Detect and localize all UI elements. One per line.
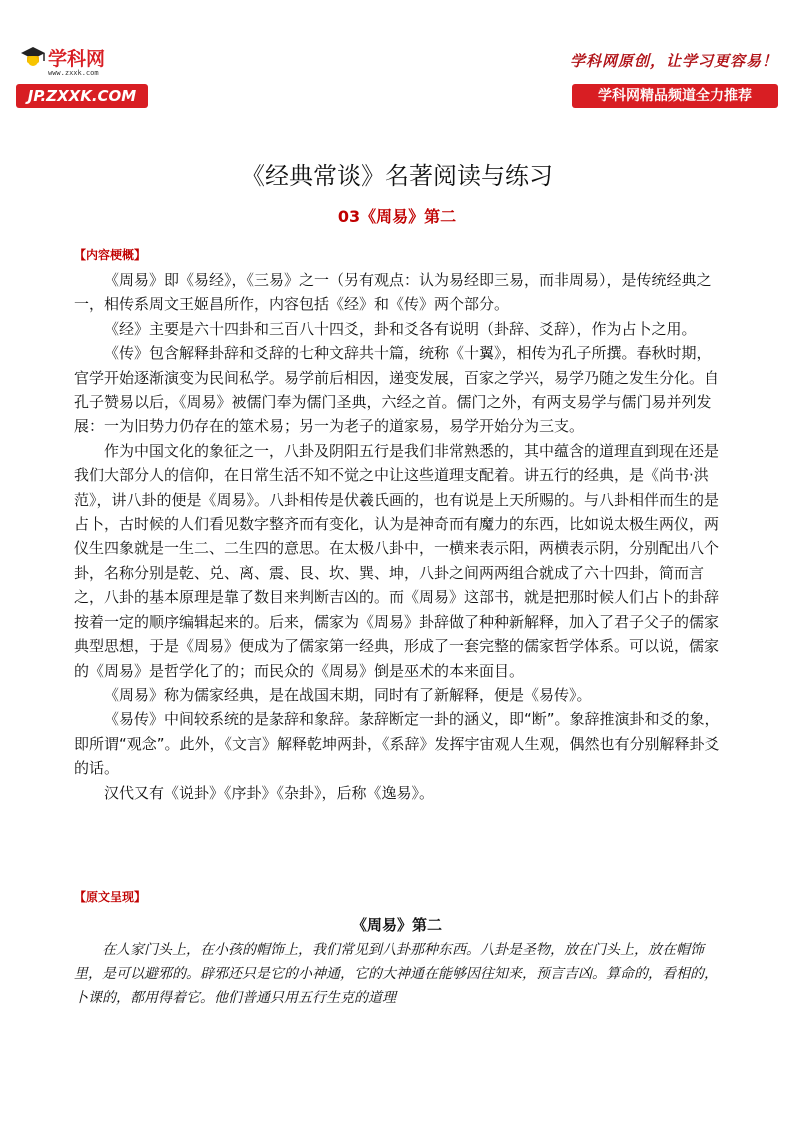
slogan: 学科网原创，让学习更容易！ xyxy=(569,52,778,70)
summary-content xyxy=(74,268,722,805)
paragraph: 《传》包含解释卦辞和爻辞的七种文辞共十篇，统称《十翼》，相传为孔子所撰。春秋时期，官学开始逐渐演变为民间私学。易学前后相因，递变发展，百家之学兴，易学乃随之发生分化。自孔子赞易以后，《周易》被儒门奉为儒门圣典，六经之首。儒门之外，有两支易学与儒门易并列发展：一为旧势力仍存在的筮术易；另一为老子的道家易，易学开始分为三支。 xyxy=(74,344,720,436)
paragraph: 《易传》中间较系统的是彖辞和象辞。彖辞断定一卦的涵义，即“断”。象辞推演卦和爻的象，即所谓“观念”。此外，《文言》解释乾坤两卦，《系辞》发挥宇宙观人生观，偶然也有分别解释卦爻的话。 xyxy=(74,710,720,778)
section-label-original: 【原文呈现】 xyxy=(74,890,147,904)
site-logo[interactable] xyxy=(16,44,148,112)
paragraph: 作为中国文化的象征之一，八卦及阴阳五行是我们非常熟悉的，其中蕴含的道理直到现在还是我们大部分人的信仰，在日常生活不知不觉之中让这些道理支配着。讲五行的经典，是《尚书·洪范》，讲八卦的便是《周易》。八卦相传是伏羲氏画的，也有说是上天所赐的。与八卦相伴而生的是占卜，古时候的人们看见数字整齐而有变化，认为是神奇而有魔力的东西，比如说太极生两仪，两仪生四象就是一生二、二生四的意思。在太极八卦中，一横来表示阳，两横表示阴，分别配出八个卦，名称分别是乾、兑、离、震、艮、坎、巽、坤，八卦之间两两组合就成了六十四卦，简而言之，八卦的基本原理是靠了数目来判断吉凶的。而《周易》这部书，就是把那时候人们占卜的卦辞按着一定的顺序编辑起来的。后来，儒家为《周易》卦辞做了种种新解释，加入了君子父子的儒家典型思想，于是《周易》便成为了儒家第一经典，形成了一套完整的儒家哲学体系。可以说，儒家的《周易》是哲学化了的；而民众的《周易》倒是巫术的本来面目。 xyxy=(74,441,720,680)
page-title: 《经典常谈》名著阅读与练习 xyxy=(241,162,553,190)
paragraph: 在人家门头上，在小孩的帽饰上，我们常见到八卦那种东西。八卦是圣物，放在门头上，放在帽饰里，是可以避邪的。辟邪还只是它的小神通，它的大神通在能够因往知来，预言吉凶。算命的，看相的，卜课的，都用得着它。他们普通只用五行生克的道理 xyxy=(74,942,718,1006)
page-subtitle: 03《周易》第二 xyxy=(337,207,457,226)
original-text xyxy=(74,938,722,1010)
original-title: 《周易》第二 xyxy=(351,916,442,934)
paragraph: 《周易》即《易经》，《三易》之一（另有观点：认为易经即三易，而非周易），是传统经典之一，相传系周文王姬昌所作，内容包括《经》和《传》两个部分。 xyxy=(74,271,712,314)
paragraph: 《周易》称为儒家经典，是在战国末期，同时有了新解释，便是《易传》。 xyxy=(104,685,592,704)
slogan-badge: 学科网精品频道全力推荐 xyxy=(572,84,778,108)
graduation-cap-icon xyxy=(20,46,46,68)
section-label-summary: 【内容梗概】 xyxy=(74,248,147,262)
paragraph: 《经》主要是六十四卦和三百八十四爻，卦和爻各有说明（卦辞、爻辞），作为占卜之用。 xyxy=(104,319,697,338)
logo-url: www.zxxk.com xyxy=(48,69,99,77)
logo-badge: JP.ZXXK.COM xyxy=(16,84,148,108)
paragraph: 汉代又有《说卦》《序卦》《杂卦》，后称《逸易》。 xyxy=(104,783,435,802)
logo-name: 学科网 xyxy=(48,48,106,70)
